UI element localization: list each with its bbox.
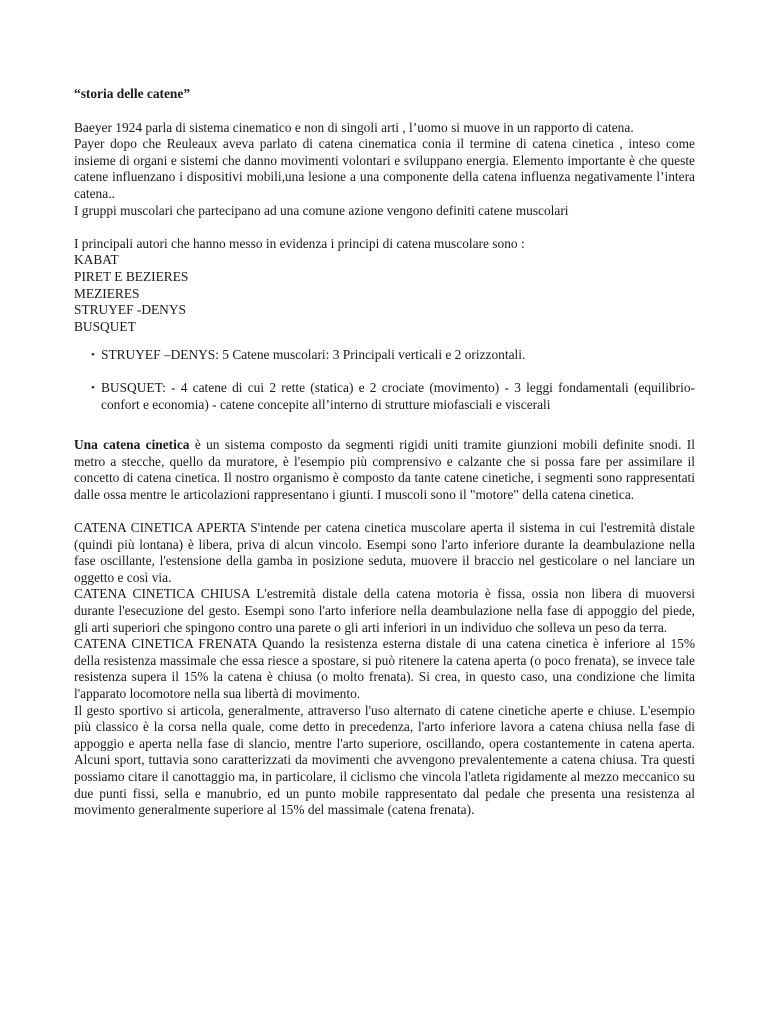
- spacer: [74, 429, 695, 437]
- catena-chiusa-paragraph: CATENA CINETICA CHIUSA L'estremità distale della catena motoria è fissa, ossia non libera di muoversi durante l'esecuzione del gesto. Esempi sono l'arto inferiore nella deambulazione nella fase di appoggio del piede, gli arti superiori che spingono contro una parete o gli arti inferiori in un individuo che solleva un peso da terra.: [74, 586, 695, 635]
- bullet-text: STRUYEF –DENYS: 5 Catene muscolari: 3 Principali verticali e 2 orizzontali.: [101, 347, 526, 363]
- catena-cinetica-term: Una catena cinetica: [74, 437, 190, 453]
- author-kabat: KABAT: [74, 252, 119, 268]
- catena-frenata-paragraph: CATENA CINETICA FRENATA Quando la resistenza esterna distale di una catena cinetica è inferiore al 15% della resistenza massimale che essa riesce a spostare, si può ritenere la catena aperta (o poco frenata), se invece tale resistenza supera il 15% la catena è chiusa (o molto frenata). Si crea, in questo caso, una condizione che limita l'apparato locomotore nella sua libertà di movimento.: [74, 636, 695, 701]
- gesto-sportivo-paragraph: Il gesto sportivo si articola, generalmente, attraverso l'uso alternato di catene cinetiche aperte e chiuse. L'esempio più classico è la corsa nella quale, come detto in precedenza, l'arto inferiore lavora a catena chiusa nella fase di appoggio e aperta nella fase di slancio, mentre l'arto superiore, oscillando, opera costantemente in catena aperta. Alcuni sport, tuttavia sono caratterizzati da movimenti che avvengono prevalentemente a catena chiusa. Tra questi possiamo citare il canottaggio ma, in particolare, il ciclismo che vincola l'atleta rigidamente al mezzo meccanico su due punti fissi, sella e manubrio, ed un punto mobile rappresentato dal pedale che presenta una resistenza al movimento generalmente superiore al 15% del massimale (catena frenata).: [74, 702, 695, 818]
- author-mezieres: MEZIERES: [74, 285, 140, 301]
- author-busquet: BUSQUET: [74, 318, 136, 334]
- bullet-icon: •: [91, 349, 95, 362]
- catena-aperta-paragraph: CATENA CINETICA APERTA S'intende per catena cinetica muscolare aperta il sistema in cui l'estremità distale (quindi più lontana) è libera, priva di alcun vincolo. Esempi sono l'arto inferiore durante la deambulazione nella fase oscillante, l'estensione della gamba in posizione seduta, muovere il braccio nel gesticolare o nel lanciare un oggetto e così via.: [74, 520, 695, 585]
- intro-paragraph-baeyer: Baeyer 1924 parla di sistema cinematico e non di singoli arti , l’uomo si muove in un rapporto di catena.: [74, 119, 634, 135]
- intro-paragraph-gruppi: I gruppi muscolari che partecipano ad una comune azione vengono definiti catene muscolari: [74, 202, 569, 218]
- spacer: [74, 219, 695, 236]
- authors-bullet-list: [74, 347, 695, 413]
- author-piret-bezieres: PIRET E BEZIERES: [74, 268, 189, 284]
- spacer: [74, 503, 695, 520]
- intro-paragraph-payer: Payer dopo che Reuleaux aveva parlato di catena cinematica conia il termine di catena cinetica , inteso come insieme di organi e sistemi che danno movimenti volontari e sviluppano energia. Elemento importante è che queste catene influenzano i dispositivi mobili,una lesione a una componente della catena influenza negativamente l’intera catena..: [74, 136, 695, 201]
- authors-intro: I principali autori che hanno messo in evidenza i principi di catena muscolare sono :: [74, 235, 525, 251]
- document-title: “storia delle catene”: [74, 86, 191, 101]
- bullet-item-struyef: [92, 347, 695, 364]
- bullet-text: BUSQUET: - 4 catene di cui 2 rette (statica) e 2 crociate (movimento) - 3 leggi fondamentali (equilibrio-confort e economia) - catene concepite all’interno di strutture miofasciali e viscerali: [101, 379, 695, 412]
- bullet-icon: •: [91, 381, 95, 394]
- catena-cinetica-text: è un sistema composto da segmenti rigidi uniti tramite giunzioni mobili definite snodi. Il metro a stecche, quello da muratore, è l'esempio più comprensivo e calzante che si possa fare per assimilare il concetto di catena cinetica. Il nostro organismo è composto da tante catene cinetiche, i segmenti sono rappresentati dalle ossa mentre le articolazioni rappresentano i giunti. I muscoli sono il "motore" della catena cinetica.: [74, 437, 695, 502]
- author-struyef-denys: STRUYEF -DENYS: [74, 302, 186, 318]
- catena-cinetica-definition: [74, 437, 695, 503]
- bullet-item-busquet: [92, 380, 695, 413]
